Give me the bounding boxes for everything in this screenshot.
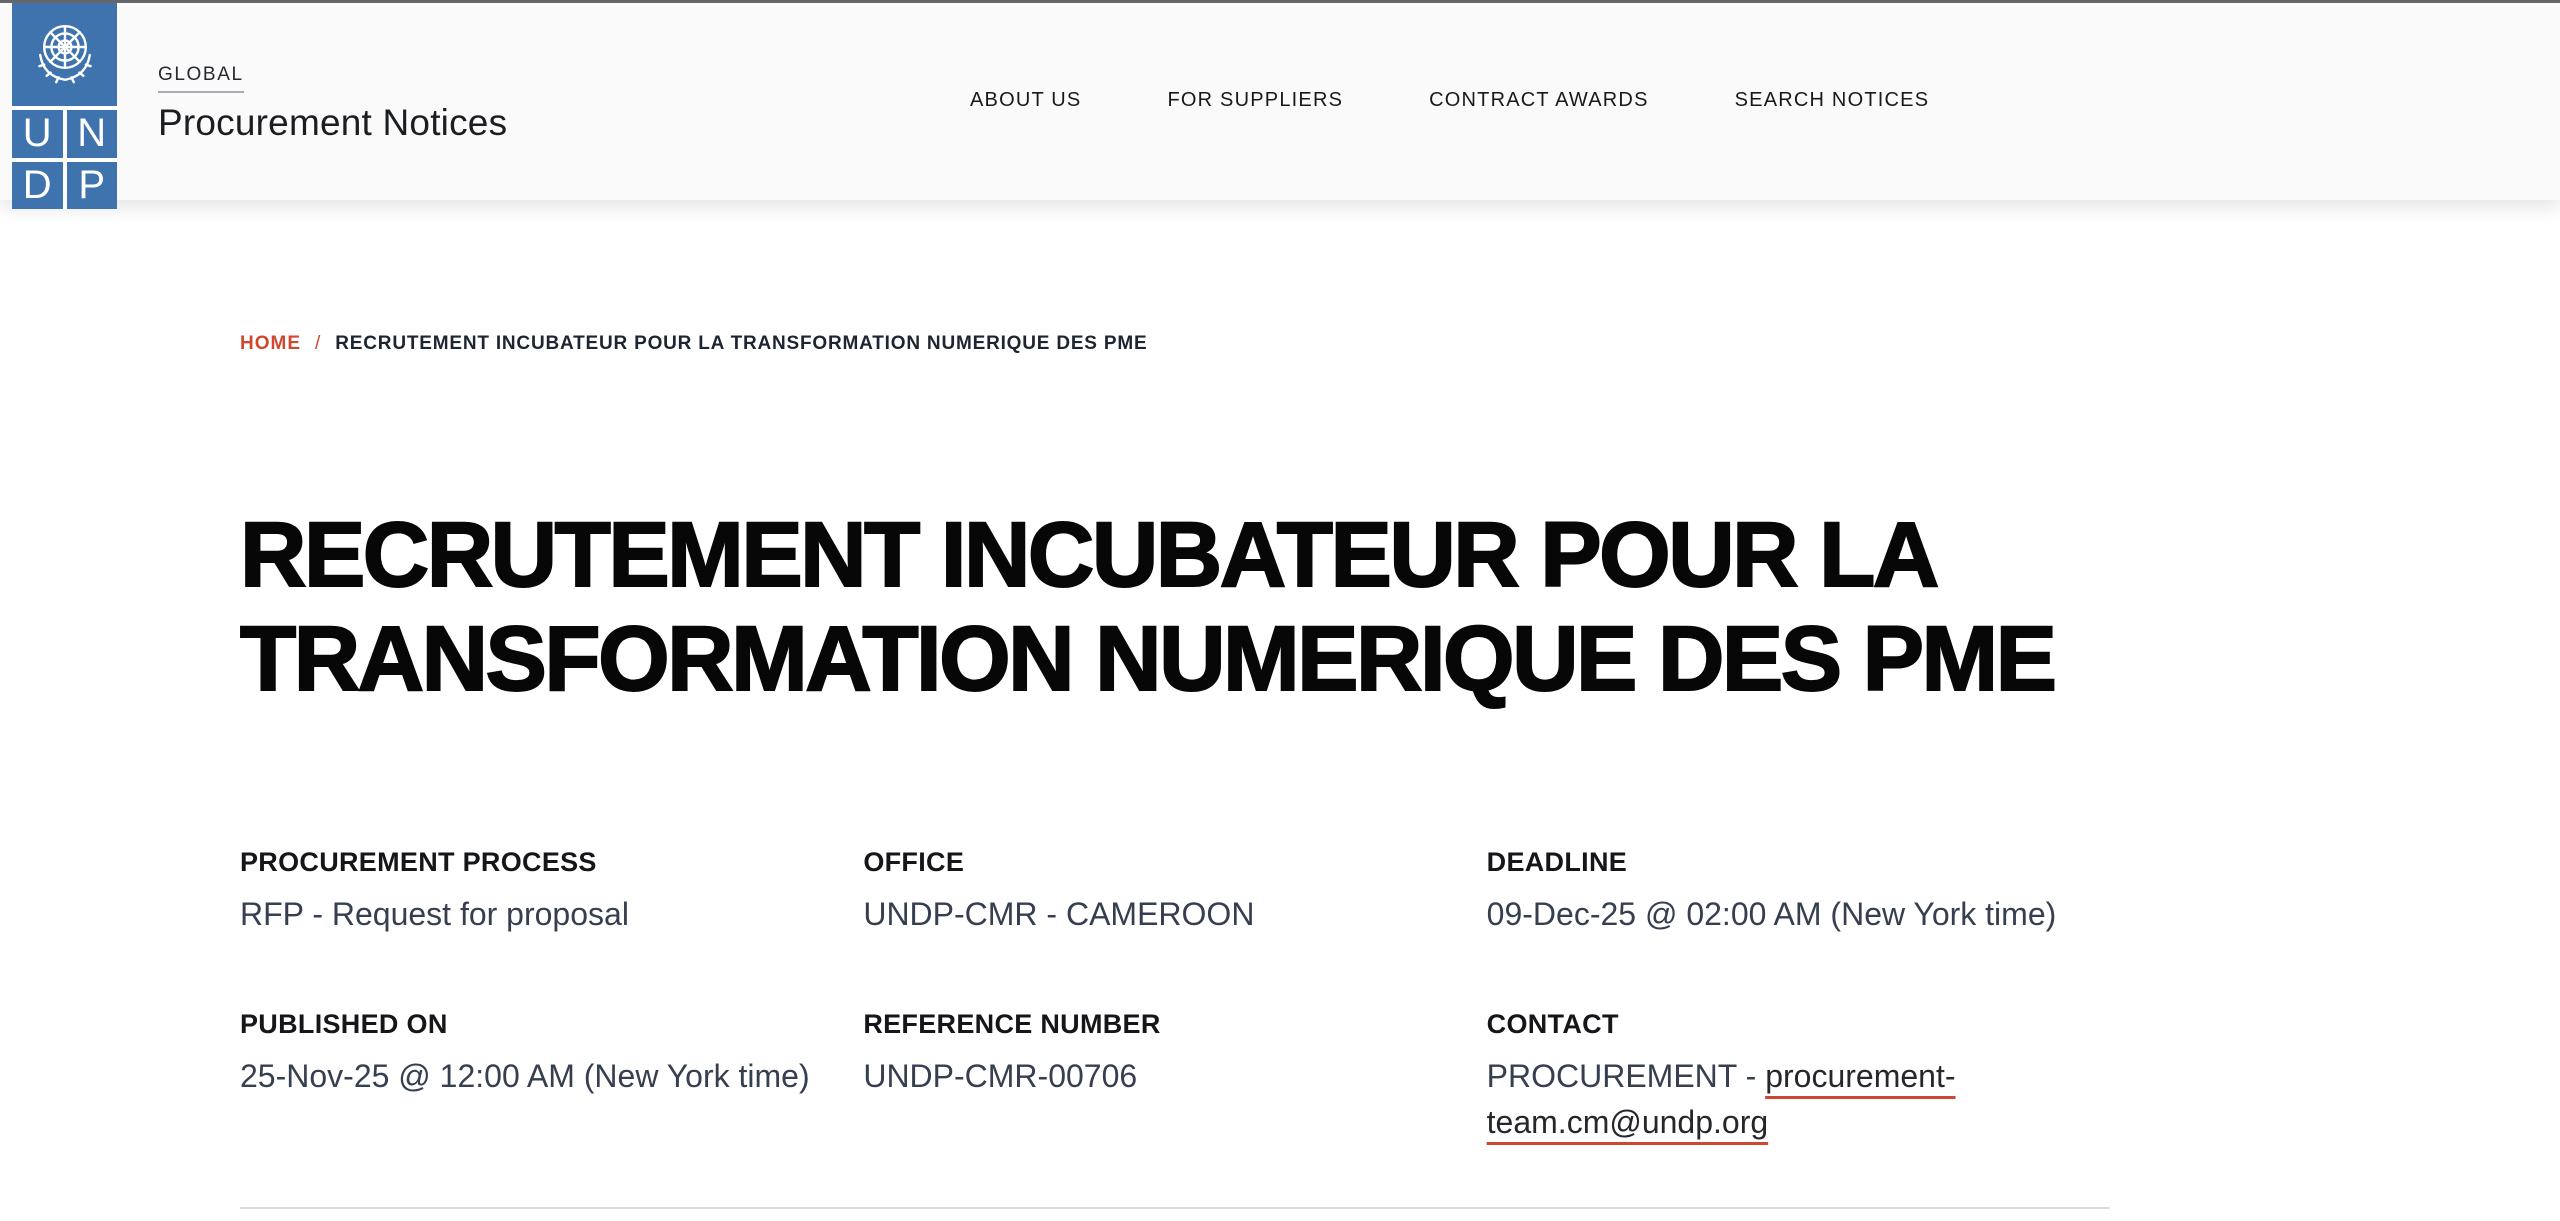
window-top-edge xyxy=(0,0,2560,3)
section-divider xyxy=(240,1207,2110,1209)
nav-item-search-notices[interactable]: SEARCH NOTICES xyxy=(1734,88,1930,111)
field-label: OFFICE xyxy=(863,847,965,877)
page-title: RECRUTEMENT INCUBATEUR POUR LA TRANSFORMATION NUMERIQUE DES PME xyxy=(240,504,2055,710)
field-contact xyxy=(1487,1009,2110,1145)
field-value: UNDP-CMR-00706 xyxy=(863,1058,1138,1094)
breadcrumb-home-link[interactable]: HOME xyxy=(240,333,301,354)
breadcrumb-separator: / xyxy=(315,333,322,354)
nav-item-contract-awards[interactable]: CONTRACT AWARDS xyxy=(1429,88,1649,111)
site-title[interactable]: Procurement Notices xyxy=(158,102,508,143)
field-value: 09-Dec-25 @ 02:00 AM (New York time) xyxy=(1486,896,2057,932)
nav-item-about-us[interactable]: ABOUT US xyxy=(970,88,1082,111)
field-label: REFERENCE NUMBER xyxy=(863,1009,1161,1039)
brand-block xyxy=(158,64,507,144)
logo-letter: N xyxy=(67,110,118,158)
contact-email-link[interactable]: procurement-team.cm@undp.org xyxy=(1486,1058,1956,1140)
breadcrumb-current: RECRUTEMENT INCUBATEUR POUR LA TRANSFORMATION NUMERIQUE DES PME xyxy=(335,333,1148,354)
field-value: 25-Nov-25 @ 12:00 AM (New York time) xyxy=(240,1058,810,1094)
notice-details-grid xyxy=(240,847,2110,1145)
nav-item-for-suppliers[interactable]: FOR SUPPLIERS xyxy=(1167,88,1344,111)
main-nav xyxy=(970,0,1929,200)
field-label: PROCUREMENT PROCESS xyxy=(240,847,597,877)
field-reference-number xyxy=(863,1009,1486,1145)
undp-logo[interactable] xyxy=(12,3,117,209)
field-value: UNDP-CMR - CAMEROON xyxy=(863,896,1255,932)
logo-letter: U xyxy=(12,110,63,158)
field-value xyxy=(1487,1053,2110,1145)
undp-logo-letters xyxy=(12,106,117,209)
contact-prefix: PROCUREMENT - xyxy=(1486,1058,1766,1094)
logo-letter: P xyxy=(67,162,118,210)
region-label: GLOBAL xyxy=(158,64,244,93)
field-procurement-process xyxy=(240,847,863,937)
site-header xyxy=(0,0,2560,207)
logo-letter: D xyxy=(12,162,63,210)
breadcrumb xyxy=(240,200,2110,355)
field-published-on xyxy=(240,1009,863,1145)
notice-page xyxy=(240,200,2110,1209)
field-label: PUBLISHED ON xyxy=(240,1009,448,1039)
field-deadline xyxy=(1487,847,2110,937)
un-emblem-icon xyxy=(12,3,117,106)
field-value: RFP - Request for proposal xyxy=(240,896,629,932)
field-office xyxy=(863,847,1486,937)
field-label: CONTACT xyxy=(1486,1009,1619,1039)
field-label: DEADLINE xyxy=(1486,847,1628,877)
